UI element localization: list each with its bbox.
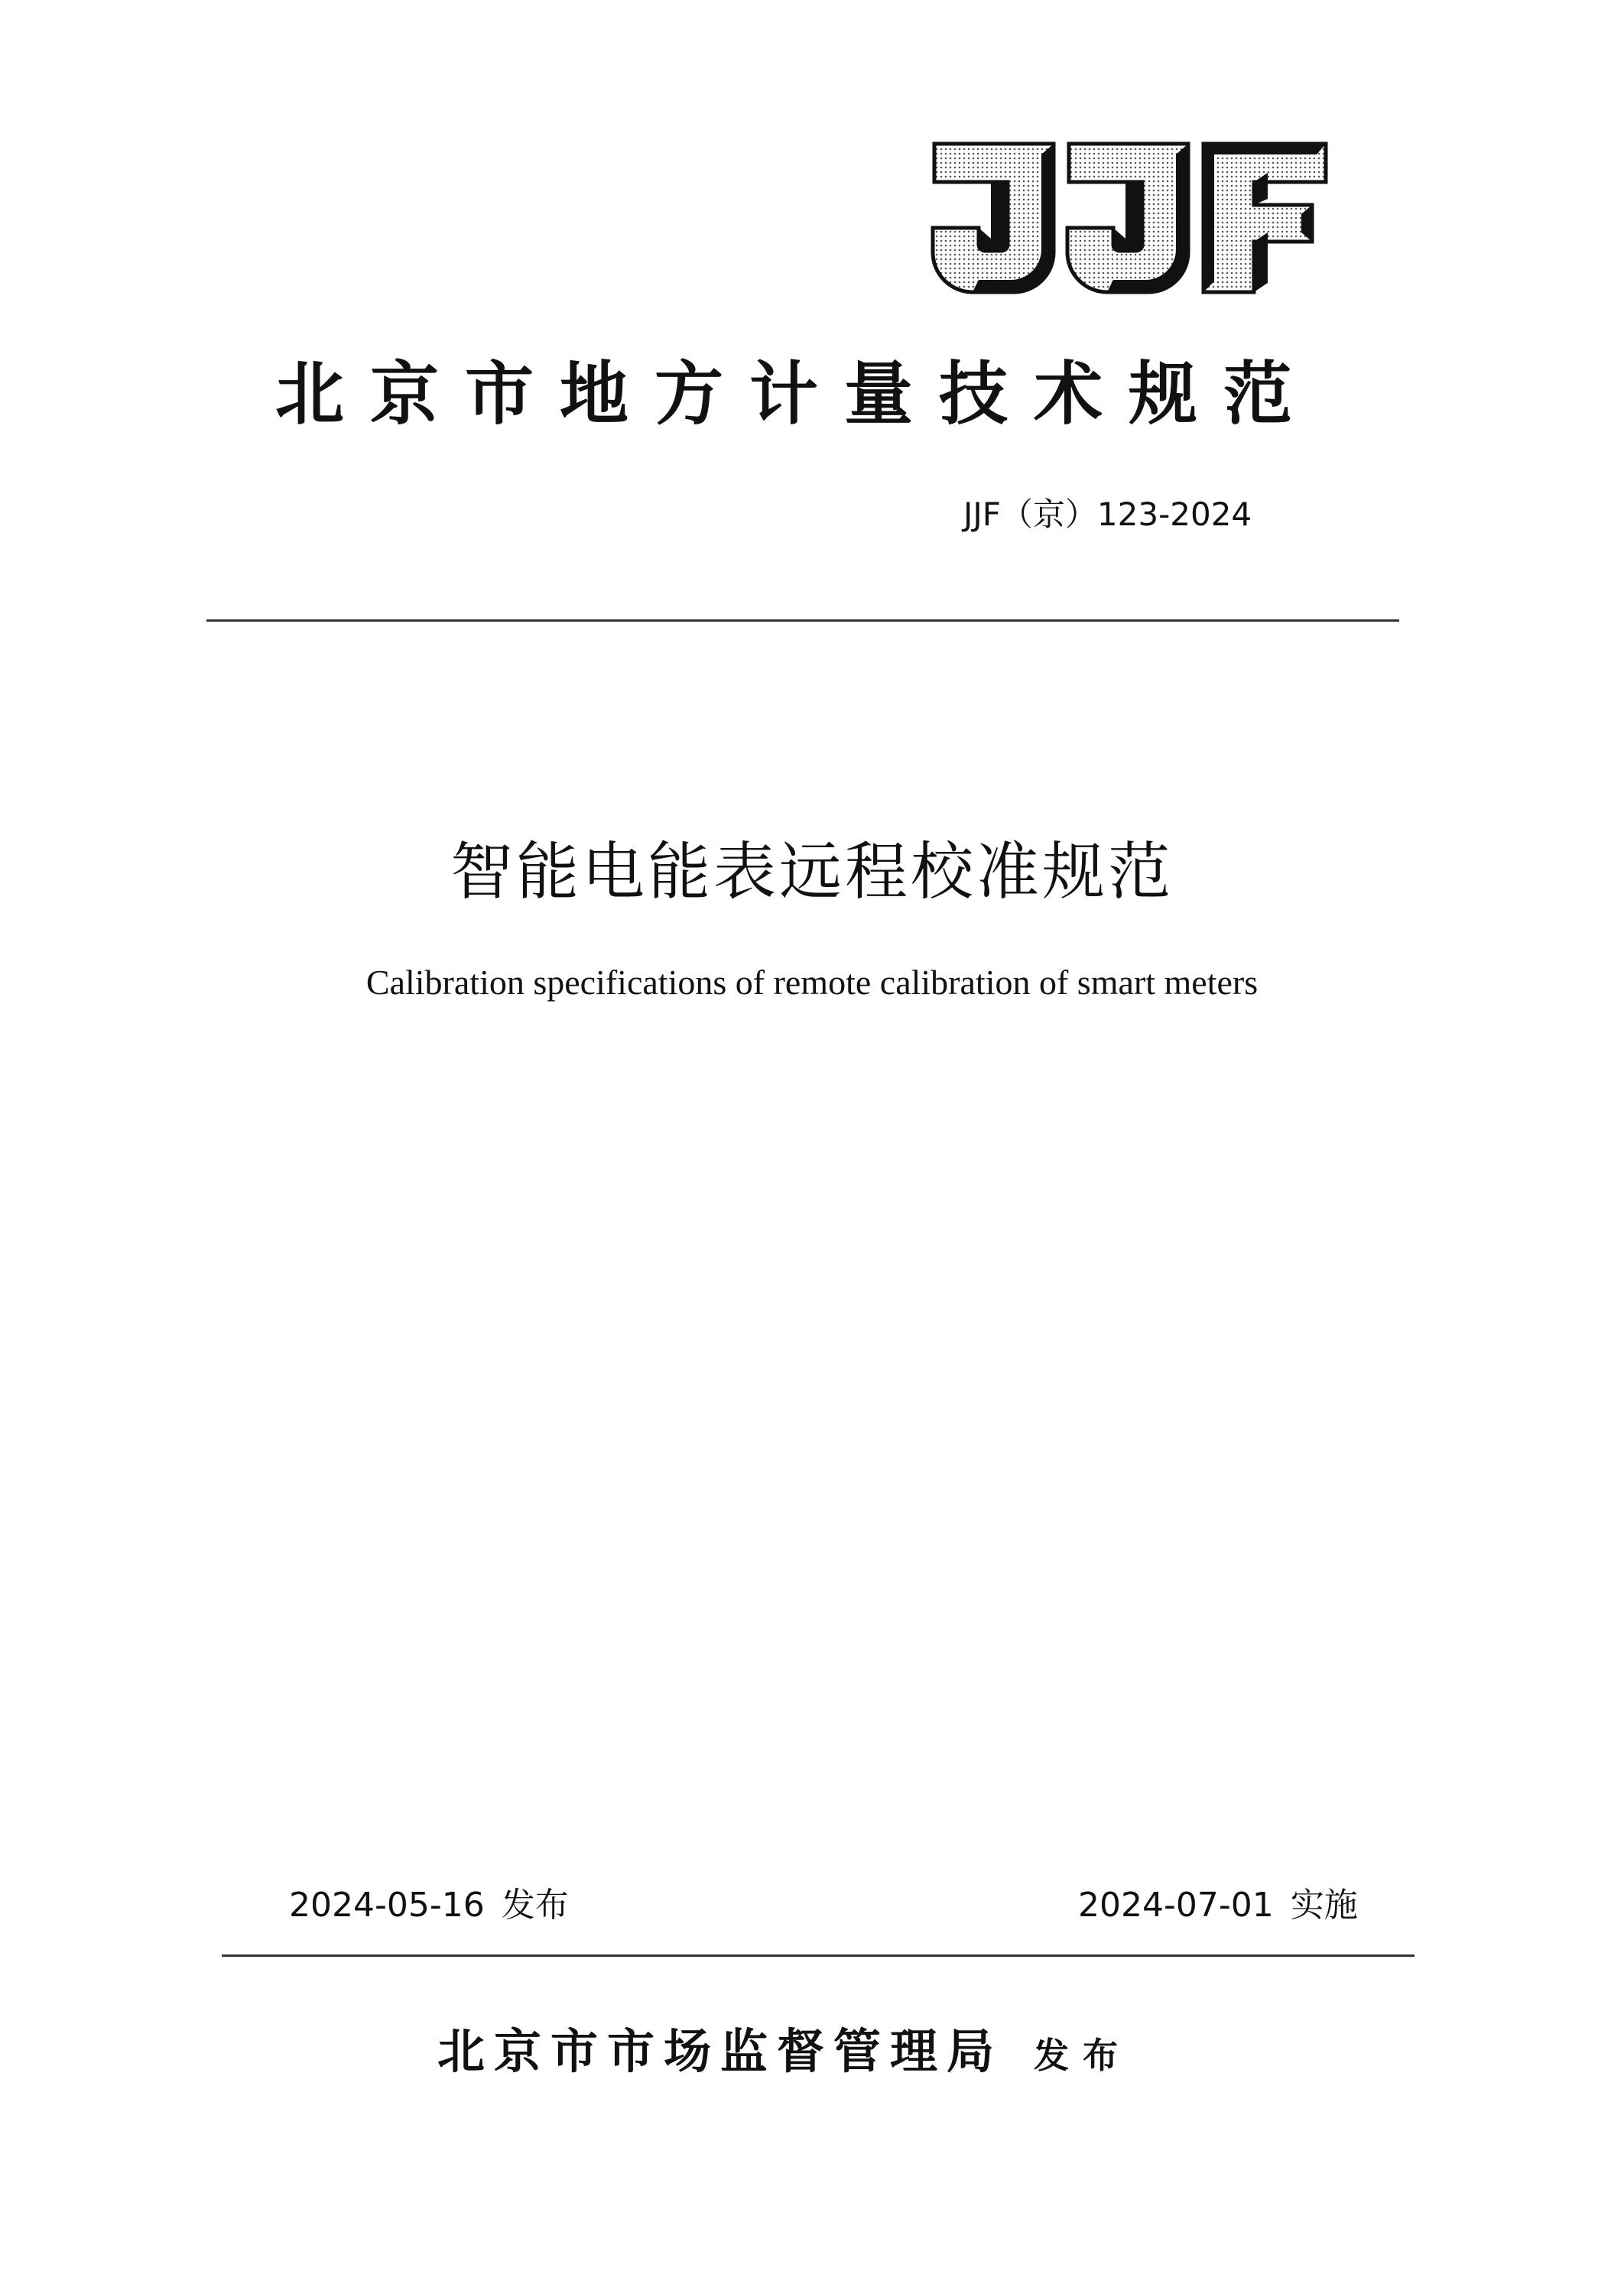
release-label: 发布 bbox=[501, 1886, 569, 1925]
document-title-english: Calibration specifications of remote calibration of smart meters bbox=[365, 963, 1259, 1002]
effective-label: 实施 bbox=[1290, 1886, 1358, 1925]
effective-date: 2024-07-01 bbox=[1078, 1886, 1274, 1925]
standard-number: JJF（京）123-2024 bbox=[963, 496, 1252, 533]
issuer-line bbox=[437, 2023, 1132, 2079]
release-date-line bbox=[289, 1886, 569, 1925]
bottom-divider bbox=[222, 1954, 1415, 1957]
document-title-chinese: 智能电能表远程校准规范 bbox=[450, 836, 1174, 908]
standard-category-title: 北京市地方计量技术规范 bbox=[275, 353, 1318, 434]
jjf-logo bbox=[925, 138, 1330, 298]
effective-date-line bbox=[1078, 1886, 1358, 1925]
issuing-authority: 北京市市场监督管理局 bbox=[437, 2023, 1004, 2079]
issue-action: 发布 bbox=[1034, 2035, 1132, 2076]
release-date: 2024-05-16 bbox=[289, 1886, 485, 1925]
top-divider bbox=[206, 619, 1399, 622]
